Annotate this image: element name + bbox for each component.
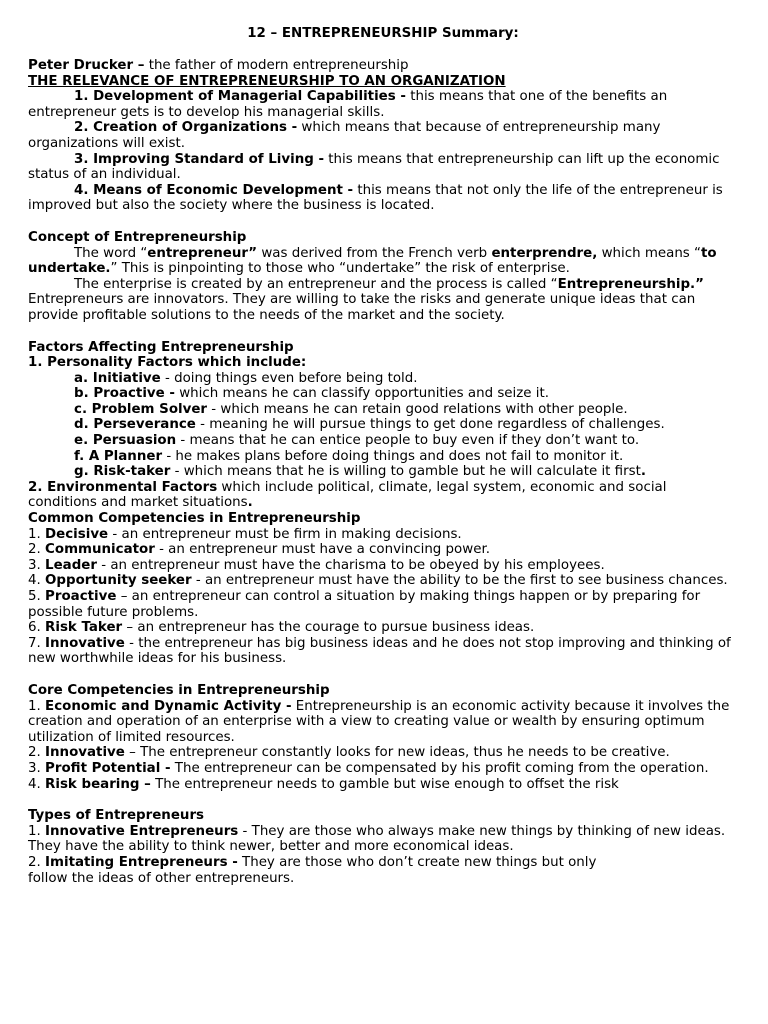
core-competencies-section: [28, 683, 738, 792]
concept-paragraph-2: The enterprise is created by an entrepreneur and the process is called “Entrepreneurship.” Entrepreneurs are innovators. They are willing to take the risks and generate unique ideas that can provide profitable solutions to the needs of the market and the society.: [28, 276, 704, 323]
relevance-heading: THE RELEVANCE OF ENTREPRENEURSHIP TO AN ORGANIZATION: [28, 73, 506, 89]
core-heading: Core Competencies in Entrepreneurship: [28, 682, 330, 698]
relevance-section: [28, 74, 738, 214]
common-item: 4. Opportunity seeker - an entrepreneur must have the ability to be the first to see business chances.: [28, 573, 728, 589]
factors-heading: Factors Affecting Entrepreneurship: [28, 339, 294, 355]
types-continuation: follow the ideas of other entrepreneurs.: [28, 870, 295, 886]
personality-item: f. A Planner - he makes plans before doing things and does not fail to monitor it.: [74, 448, 624, 464]
common-item: 5. Proactive – an entrepreneur can control a situation by making things happen or by preparing for possible future problems.: [28, 589, 701, 620]
relevance-item: 4. Means of Economic Development - this means that not only the life of the entrepreneur is improved but also the society where the business is located.: [28, 182, 723, 214]
factors-section: [28, 340, 738, 512]
common-competencies-section: [28, 511, 738, 667]
relevance-item: 1. Development of Managerial Capabilities - this means that one of the benefits an entrepreneur gets is to develop his managerial skills.: [28, 89, 668, 120]
common-item: 3. Leader - an entrepreneur must have the charisma to be obeyed by his employees.: [28, 557, 605, 573]
drucker-line: [28, 58, 738, 74]
types-item: 1. Innovative Entrepreneurs - They are those who always make new things by thinking of new ideas. They have the ability to think newer, better and more economical ideas.: [28, 823, 726, 855]
personality-item: a. Initiative - doing things even before being told.: [74, 370, 418, 386]
core-item: 4. Risk bearing – The entrepreneur needs to gamble but wise enough to offset the risk: [28, 776, 619, 792]
relevance-item: 3. Improving Standard of Living - this means that entrepreneurship can lift up the economic status of an individual.: [28, 151, 720, 183]
common-heading: Common Competencies in Entrepreneurship: [28, 511, 361, 527]
personality-item: e. Persuasion - means that he can entice people to buy even if they don’t want to.: [74, 433, 640, 449]
types-item: 2. Imitating Entrepreneurs - They are those who don’t create new things but only: [28, 854, 597, 870]
personality-item: g. Risk-taker - which means that he is willing to gamble but he will calculate it first.: [74, 464, 646, 480]
common-item: 7. Innovative - the entrepreneur has big business ideas and he does not stop improving and thinking of new worthwhile ideas for his business.: [28, 635, 731, 667]
concept-section: [28, 230, 738, 324]
drucker-name: Peter Drucker –: [28, 58, 145, 73]
page-title: 12 – ENTREPRENEURSHIP Summary:: [247, 26, 519, 41]
types-section: [28, 808, 738, 886]
common-item: 1. Decisive - an entrepreneur must be firm in making decisions.: [28, 526, 462, 542]
drucker-desc: the father of modern entrepreneurship: [144, 58, 409, 73]
core-item: 3. Profit Potential - The entrepreneur can be compensated by his profit coming from the operation.: [28, 760, 709, 776]
personality-item: c. Problem Solver - which means he can retain good relations with other people.: [74, 401, 628, 417]
environmental-factors: 2. Environmental Factors which include political, climate, legal system, economic and social conditions and market situations.: [28, 479, 667, 511]
personality-heading: 1. Personality Factors which include:: [28, 355, 307, 371]
personality-item: b. Proactive - which means he can classify opportunities and seize it.: [74, 386, 550, 402]
concept-paragraph-1: The word “entrepreneur” was derived from the French verb enterprendre, which means “to undertake.” This is pinpointing to those who “undertake” the risk of enterprise.: [28, 245, 717, 277]
core-item: 1. Economic and Dynamic Activity - Entrepreneurship is an economic activity because it involves the creation and operation of an enterprise with a view to creating value or wealth by ensuring optimum utilization of limited resources.: [28, 698, 730, 745]
personality-item: d. Perseverance - meaning he will pursue things to get done regardless of challenges.: [74, 417, 665, 433]
common-item: 6. Risk Taker – an entrepreneur has the courage to pursue business ideas.: [28, 620, 535, 636]
concept-heading: Concept of Entrepreneurship: [28, 229, 247, 245]
core-item: 2. Innovative – The entrepreneur constantly looks for new ideas, thus he needs to be creative.: [28, 745, 670, 761]
types-heading: Types of Entrepreneurs: [28, 808, 205, 824]
common-item: 2. Communicator - an entrepreneur must have a convincing power.: [28, 542, 490, 558]
relevance-item: 2. Creation of Organizations - which means that because of entrepreneurship many organizations will exist.: [28, 120, 661, 151]
